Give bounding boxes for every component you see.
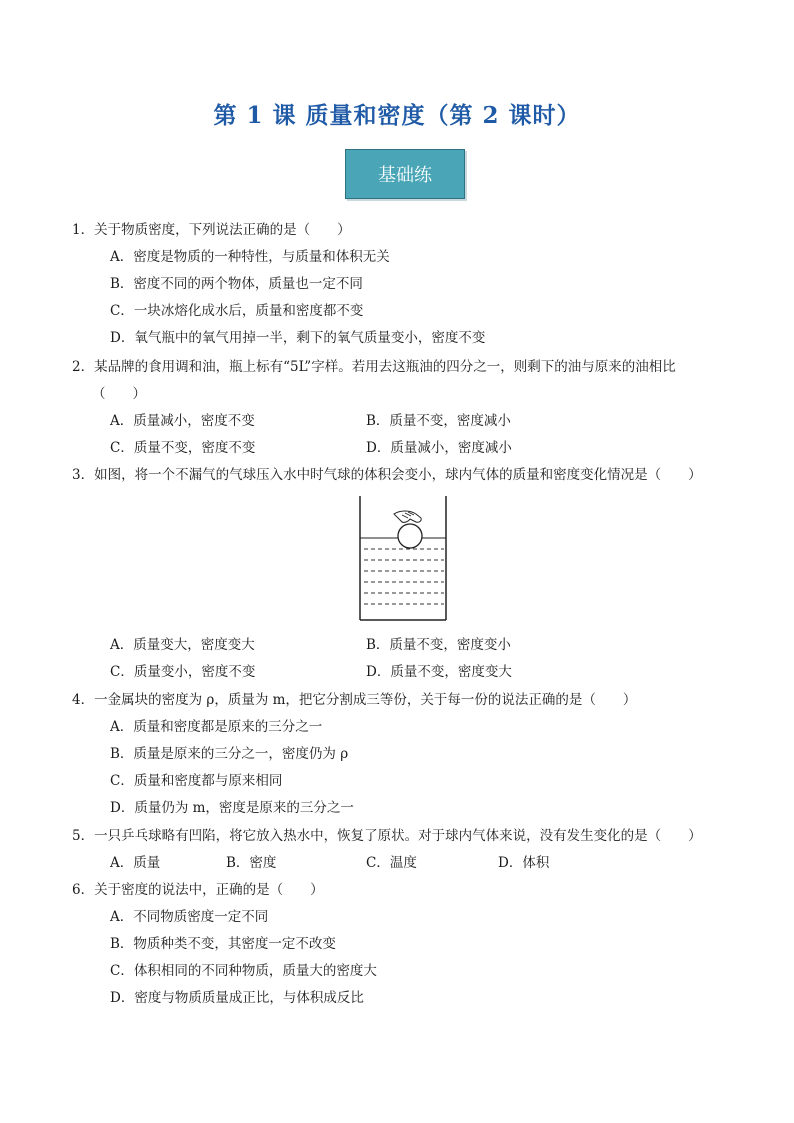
balloon-in-water-figure bbox=[358, 496, 448, 622]
question-4-option-d: D．质量仍为 m，密度是原来的三分之一 bbox=[110, 800, 354, 816]
question-4-option-a: A．质量和密度都是原来的三分之一 bbox=[110, 719, 323, 735]
question-6-option-c: C．体积相同的不同种物质，质量大的密度大 bbox=[110, 963, 377, 979]
question-1-option-b: B．密度不同的两个物体，质量也一定不同 bbox=[110, 276, 363, 292]
question-3-option-d: D．质量不变，密度变大 bbox=[366, 664, 512, 680]
question-2-option-a: A．质量减小，密度不变 bbox=[110, 413, 255, 429]
question-2-stem-cont: （ ） bbox=[92, 386, 146, 402]
question-4-option-c: C．质量和密度都与原来相同 bbox=[110, 773, 283, 789]
question-5-option-d: D．体积 bbox=[498, 855, 550, 871]
question-1-stem: 1．关于物质密度，下列说法正确的是（ ） bbox=[72, 222, 351, 238]
question-2-option-b: B．质量不变，密度减小 bbox=[366, 413, 511, 429]
question-2-stem: 2．某品牌的食用调和油，瓶上标有“5L”字样。若用去这瓶油的四分之一，则剩下的油与原来的油相比 bbox=[72, 359, 676, 375]
question-6-option-d: D．密度与物质质量成正比，与体积成反比 bbox=[110, 990, 364, 1006]
question-3-option-b: B．质量不变，密度变小 bbox=[366, 637, 511, 653]
question-2-option-d: D．质量减小，密度减小 bbox=[366, 440, 512, 456]
question-5-option-b: B．密度 bbox=[226, 855, 277, 871]
question-5-option-a: A．质量 bbox=[110, 855, 161, 871]
question-2-option-c: C．质量不变，密度不变 bbox=[110, 440, 256, 456]
question-5-option-c: C．温度 bbox=[366, 855, 417, 871]
question-1-option-a: A．密度是物质的一种特性，与质量和体积无关 bbox=[110, 249, 390, 265]
question-3-option-a: A．质量变大，密度变大 bbox=[110, 637, 255, 653]
page-title: 第 1 课 质量和密度（第 2 课时） bbox=[213, 102, 581, 129]
question-4-option-b: B．质量是原来的三分之一，密度仍为 ρ bbox=[110, 746, 349, 762]
question-6-option-a: A．不同物质密度一定不同 bbox=[110, 909, 269, 925]
section-badge: 基础练 bbox=[345, 149, 465, 199]
question-3-option-c: C．质量变小，密度不变 bbox=[110, 664, 256, 680]
question-6-stem: 6．关于密度的说法中，正确的是（ ） bbox=[72, 882, 324, 898]
question-5-stem: 5．一只乒乓球略有凹陷，将它放入热水中，恢复了原状。对于球内气体来说，没有发生变化的是（ ） bbox=[72, 828, 702, 844]
question-1-option-d: D．氧气瓶中的氧气用掉一半，剩下的氧气质量变小，密度不变 bbox=[110, 330, 486, 346]
question-6-option-b: B．物质种类不变，其密度一定不改变 bbox=[110, 936, 336, 952]
question-1-option-c: C．一块冰熔化成水后，质量和密度都不变 bbox=[110, 303, 364, 319]
question-3-stem: 3．如图，将一个不漏气的气球压入水中时气球的体积会变小，球内气体的质量和密度变化情况是（ ） bbox=[72, 467, 702, 483]
question-4-stem: 4．一金属块的密度为 ρ，质量为 m，把它分割成三等份，关于每一份的说法正确的是（ ） bbox=[72, 692, 637, 708]
